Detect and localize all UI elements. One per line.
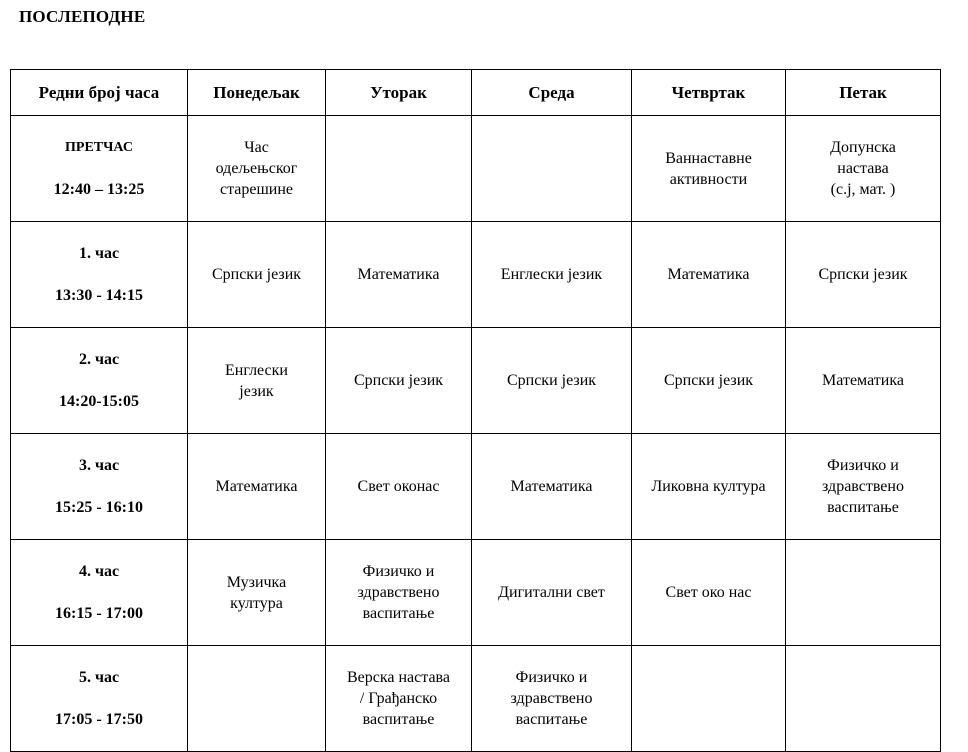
- cell-monday: Српски језик: [188, 222, 326, 328]
- cell-tuesday: Свет оконас: [326, 434, 472, 540]
- cell-tuesday: [326, 116, 472, 222]
- lesson-name: ПРЕТЧАС: [65, 140, 133, 155]
- cell-wednesday: [472, 116, 632, 222]
- cell-monday: Музичка култура: [188, 540, 326, 646]
- cell-tuesday: Математика: [326, 222, 472, 328]
- header-monday: Понедељак: [188, 70, 326, 116]
- row-label: [11, 222, 188, 328]
- cell-monday: Математика: [188, 434, 326, 540]
- table-header-row: [11, 70, 941, 116]
- lesson-time: 17:05 - 17:50: [55, 711, 143, 728]
- cell-friday: [786, 540, 941, 646]
- lesson-name: 1. час: [78, 245, 120, 262]
- cell-tuesday: Верска настава / Грађанско васпитање: [326, 646, 472, 752]
- table-row: [11, 646, 941, 752]
- cell-thursday: Српски језик: [632, 328, 786, 434]
- table-row: [11, 222, 941, 328]
- lesson-time: 12:40 – 13:25: [53, 181, 145, 198]
- lesson-time: 15:25 - 16:10: [55, 499, 143, 516]
- lesson-name: 4. час: [78, 563, 120, 580]
- row-label: [11, 116, 188, 222]
- cell-wednesday: Математика: [472, 434, 632, 540]
- schedule-table: [10, 69, 941, 752]
- header-thursday: Четвртак: [632, 70, 786, 116]
- lesson-name: 2. час: [78, 351, 120, 368]
- lesson-time: 14:20-15:05: [59, 393, 139, 410]
- cell-thursday: [632, 646, 786, 752]
- table-row: [11, 116, 941, 222]
- cell-thursday: Свет око нас: [632, 540, 786, 646]
- cell-wednesday: Дигитални свет: [472, 540, 632, 646]
- cell-friday: [786, 646, 941, 752]
- cell-wednesday: Српски језик: [472, 328, 632, 434]
- lesson-name: 5. час: [78, 669, 120, 686]
- cell-friday: Српски језик: [786, 222, 941, 328]
- cell-monday: Енглески језик: [188, 328, 326, 434]
- row-label: [11, 540, 188, 646]
- table-row: [11, 328, 941, 434]
- cell-wednesday: Енглески језик: [472, 222, 632, 328]
- cell-tuesday: Физичко и здравствено васпитање: [326, 540, 472, 646]
- header-lesson-number: Редни број часа: [11, 70, 188, 116]
- cell-tuesday: Српски језик: [326, 328, 472, 434]
- cell-thursday: Математика: [632, 222, 786, 328]
- cell-wednesday: Физичко и здравствено васпитање: [472, 646, 632, 752]
- cell-thursday: Ваннаставне активности: [632, 116, 786, 222]
- header-wednesday: Среда: [472, 70, 632, 116]
- header-tuesday: Уторак: [326, 70, 472, 116]
- header-friday: Петак: [786, 70, 941, 116]
- row-label: [11, 646, 188, 752]
- lesson-name: 3. час: [78, 457, 120, 474]
- row-label: [11, 434, 188, 540]
- cell-monday: [188, 646, 326, 752]
- cell-monday: Час одељењског старешине: [188, 116, 326, 222]
- row-label: [11, 328, 188, 434]
- table-row: [11, 540, 941, 646]
- page-title: ПОСЛЕПОДНЕ: [19, 7, 146, 26]
- table-row: [11, 434, 941, 540]
- lesson-time: 13:30 - 14:15: [55, 287, 143, 304]
- cell-friday: Математика: [786, 328, 941, 434]
- lesson-time: 16:15 - 17:00: [55, 605, 143, 622]
- cell-friday: Физичко и здравствено васпитање: [786, 434, 941, 540]
- cell-friday: Допунска настава (с.ј, мат. ): [786, 116, 941, 222]
- cell-thursday: Ликовна култура: [632, 434, 786, 540]
